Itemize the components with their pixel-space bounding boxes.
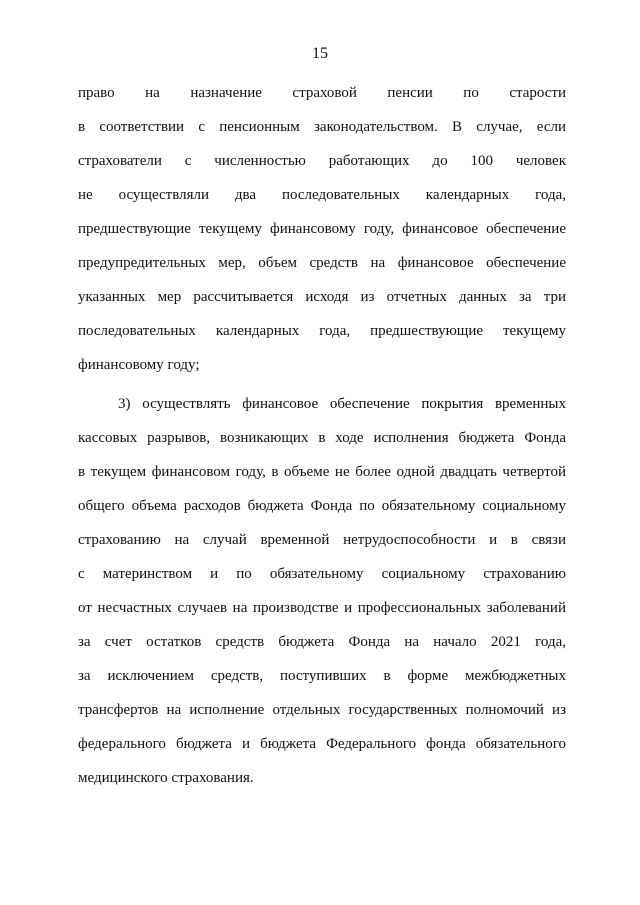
text-line: от несчастных случаев на производстве и профессиональных заболеваний — [78, 600, 566, 616]
text-line: за счет остатков средств бюджета Фонда на начало 2021 года, — [78, 634, 566, 650]
page-number: 15 — [312, 45, 328, 62]
text-line: с материнством и по обязательному социальному страхованию — [78, 566, 566, 582]
text-line: 3) осуществлять финансовое обеспечение покрытия временных — [118, 396, 566, 412]
text-line: медицинского страхования. — [78, 770, 254, 786]
text-line: указанных мер рассчитывается исходя из отчетных данных за три — [78, 289, 566, 305]
text-line: кассовых разрывов, возникающих в ходе исполнения бюджета Фонда — [78, 430, 566, 446]
text-line: не осуществляли два последовательных календарных года, — [78, 187, 566, 203]
text-line: общего объема расходов бюджета Фонда по обязательному социальному — [78, 498, 566, 514]
text-line: финансовому году; — [78, 357, 200, 373]
text-line: предшествующие текущему финансовому году, финансовое обеспечение — [78, 221, 566, 237]
text-line: трансфертов на исполнение отдельных государственных полномочий из — [78, 702, 566, 718]
text-line: последовательных календарных года, предшествующие текущему — [78, 323, 566, 339]
text-line: предупредительных мер, объем средств на финансовое обеспечение — [78, 255, 566, 271]
text-line: право на назначение страховой пенсии по старости — [78, 85, 566, 101]
text-line: в текущем финансовом году, в объеме не более одной двадцать четвертой — [78, 464, 566, 480]
text-line: федерального бюджета и бюджета Федерального фонда обязательного — [78, 736, 566, 752]
text-line: в соответствии с пенсионным законодательством. В случае, если — [78, 119, 566, 135]
text-line: страхованию на случай временной нетрудоспособности и в связи — [78, 532, 566, 548]
text-line: страхователи с численностью работающих до 100 человек — [78, 153, 566, 169]
text-line: за исключением средств, поступивших в форме межбюджетных — [78, 668, 566, 684]
